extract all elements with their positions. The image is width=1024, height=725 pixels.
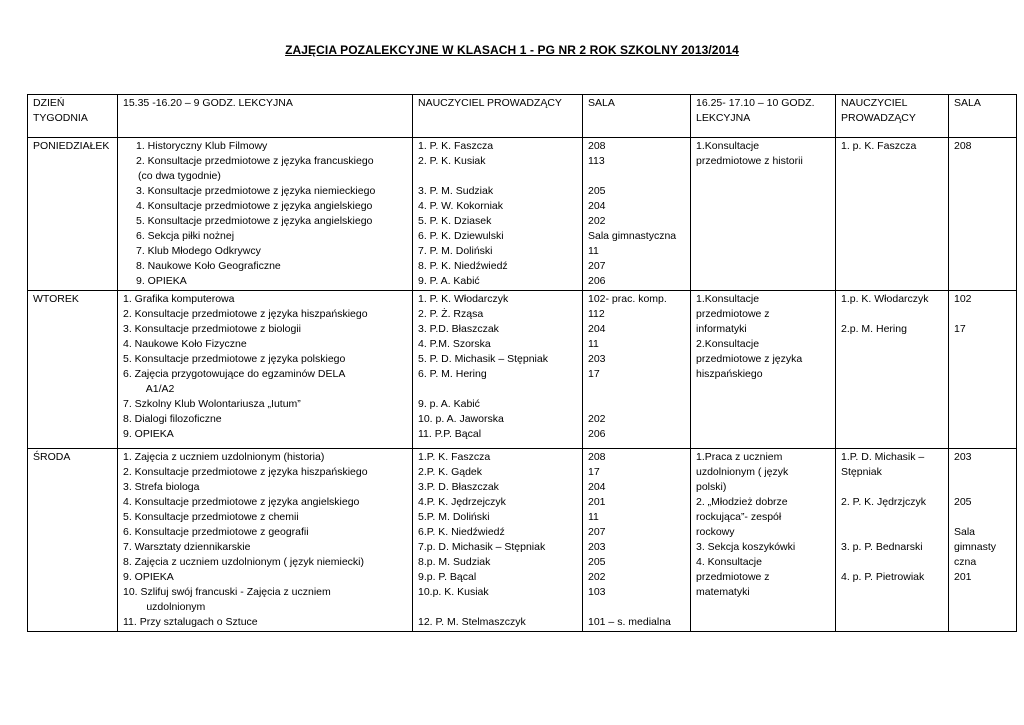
teacher-item: 4. P. W. Kokorniak bbox=[418, 200, 504, 212]
teacher-item: 1. P. K. Włodarczyk bbox=[418, 293, 509, 305]
activity2-item: przedmiotowe z historii bbox=[696, 155, 803, 167]
activities-cell bbox=[118, 138, 413, 291]
activity-item: 7. Klub Młodego Odkrywcy bbox=[136, 245, 261, 257]
teachers-cell bbox=[413, 138, 583, 291]
teacher2-item: 1. p. K. Faszcza bbox=[841, 140, 917, 152]
activity2-item: 1.Konsultacje bbox=[696, 140, 760, 152]
room2-item: czna bbox=[954, 556, 977, 568]
teacher-item bbox=[418, 600, 578, 615]
teacher-item: 5. P. D. Michasik – Stępniak bbox=[418, 353, 548, 365]
row-wednesday bbox=[28, 449, 1017, 632]
day-label: WTOREK bbox=[28, 291, 118, 449]
teacher-item bbox=[418, 382, 578, 397]
room2-item: gimnasty bbox=[954, 541, 997, 553]
activity2-item: uzdolnionym ( język bbox=[696, 466, 789, 478]
activity-item: 1. Grafika komputerowa bbox=[123, 293, 235, 305]
room-item: 208 bbox=[588, 451, 606, 463]
row-monday bbox=[28, 138, 1017, 291]
day-label: PONIEDZIAŁEK bbox=[28, 138, 118, 291]
room-item: 205 bbox=[588, 185, 606, 197]
activity-item: 10. Szlifuj swój francuski - Zajęcia z uczniem bbox=[123, 586, 331, 598]
room-item: Sala gimnastyczna bbox=[588, 230, 677, 242]
room-item: 208 bbox=[588, 140, 606, 152]
room-item bbox=[588, 169, 686, 184]
header-slot1: 15.35 -16.20 – 9 GODZ. LEKCYJNA bbox=[118, 95, 413, 138]
activity-item: 9. OPIEKA bbox=[136, 275, 187, 287]
activity-item: (co dwa tygodnie) bbox=[138, 170, 221, 182]
rooms-cell bbox=[583, 138, 691, 291]
day-label: ŚRODA bbox=[28, 449, 118, 632]
activity-item: 7. Warsztaty dziennikarskie bbox=[123, 541, 251, 553]
activity2-item: rockująca”- zespół bbox=[696, 511, 782, 523]
schedule-table bbox=[27, 94, 1017, 632]
header-teacher2: NAUCZYCIEL PROWADZĄCY bbox=[836, 95, 949, 138]
activity2-item: rockowy bbox=[696, 526, 735, 538]
activity-item: 4. Konsultacje przedmiotowe z języka angielskiego bbox=[123, 496, 360, 508]
room-item: 11 bbox=[588, 338, 599, 350]
teacher2-item bbox=[841, 510, 944, 525]
activity-item: 2. Konsultacje przedmiotowe z języka francuskiego bbox=[136, 155, 374, 167]
teacher-item: 3. P. M. Sudziak bbox=[418, 185, 494, 197]
teacher2-item: 2.p. M. Hering bbox=[841, 323, 907, 335]
activity2-item: 3. Sekcja koszykówki bbox=[696, 541, 796, 553]
teacher-item: 1. P. K. Faszcza bbox=[418, 140, 494, 152]
teacher-item: 3.P. D. Błaszczak bbox=[418, 481, 499, 493]
activity-item: 8. Zajęcia z uczniem uzdolnionym ( język niemiecki) bbox=[123, 556, 365, 568]
activity-item: 6. Zajęcia przygotowujące do egzaminów DELA bbox=[123, 368, 346, 380]
activity-item: 6. Sekcja piłki nożnej bbox=[136, 230, 235, 242]
header-room1: SALA bbox=[583, 95, 691, 138]
rooms2-cell bbox=[949, 449, 1017, 632]
activity-item: 9. OPIEKA bbox=[123, 428, 174, 440]
teacher-item: 10. p. A. Jaworska bbox=[418, 413, 504, 425]
activity-item: 1. Historyczny Klub Filmowy bbox=[136, 140, 268, 152]
room-item: 207 bbox=[588, 260, 606, 272]
teacher2-item bbox=[841, 480, 944, 495]
teacher-item: 2. P. K. Kusiak bbox=[418, 155, 486, 167]
room-item: 205 bbox=[588, 556, 606, 568]
activities-cell bbox=[118, 291, 413, 449]
activity2-item: 2. „Młodzież dobrze bbox=[696, 496, 788, 508]
row-tuesday bbox=[28, 291, 1017, 449]
teacher-item: 9. P. A. Kabić bbox=[418, 275, 480, 287]
teacher-item: 1.P. K. Faszcza bbox=[418, 451, 491, 463]
activity-item: 3. Konsultacje przedmiotowe z biologii bbox=[123, 323, 302, 335]
teachers2-cell bbox=[836, 449, 949, 632]
teacher2-item: 2. P. K. Jędrzjczyk bbox=[841, 496, 927, 508]
teacher-item: 2.P. K. Gądek bbox=[418, 466, 483, 478]
room-item: 11 bbox=[588, 511, 599, 523]
room2-item: 203 bbox=[954, 451, 972, 463]
header-room2: SALA bbox=[949, 95, 1017, 138]
room-item: 206 bbox=[588, 275, 606, 287]
activity-item: 3. Konsultacje przedmiotowe z języka niemieckiego bbox=[136, 185, 376, 197]
rooms-cell bbox=[583, 449, 691, 632]
room-item: 103 bbox=[588, 586, 606, 598]
teacher2-item bbox=[841, 555, 944, 570]
room-item: 17 bbox=[588, 466, 600, 478]
teacher2-item bbox=[841, 307, 944, 322]
teachers-cell bbox=[413, 291, 583, 449]
activity2-item: 1.Konsultacje bbox=[696, 293, 760, 305]
room2-item bbox=[954, 465, 1012, 480]
teacher2-item: 1.P. D. Michasik – bbox=[841, 451, 925, 463]
room2-item: 208 bbox=[954, 140, 972, 152]
activity2-item: matematyki bbox=[696, 586, 750, 598]
header-slot2: 16.25- 17.10 – 10 GODZ. LEKCYJNA bbox=[691, 95, 836, 138]
room2-item: 205 bbox=[954, 496, 972, 508]
activity-item: 5. Konsultacje przedmiotowe z języka polskiego bbox=[123, 353, 346, 365]
activities2-cell bbox=[691, 291, 836, 449]
teacher2-item: 4. p. P. Pietrowiak bbox=[841, 571, 925, 583]
activities2-cell bbox=[691, 138, 836, 291]
teacher-item: 8.p. M. Sudziak bbox=[418, 556, 491, 568]
room2-item bbox=[954, 480, 1012, 495]
activity-item: 3. Strefa biologa bbox=[123, 481, 200, 493]
room2-item bbox=[954, 510, 1012, 525]
activity-item: 11. Przy sztalugach o Sztuce bbox=[123, 616, 258, 628]
teacher-item: 6.P. K. Niedźwiedź bbox=[418, 526, 505, 538]
activity-item: 9. OPIEKA bbox=[123, 571, 174, 583]
teachers-cell bbox=[413, 449, 583, 632]
room-item: 204 bbox=[588, 200, 606, 212]
teacher-item: 12. P. M. Stelmaszczyk bbox=[418, 616, 526, 628]
activity-item: 1. Zajęcia z uczniem uzdolnionym (historia) bbox=[123, 451, 325, 463]
activity2-item: polski) bbox=[696, 481, 727, 493]
activity-item: 5. Konsultacje przedmiotowe z chemii bbox=[123, 511, 299, 523]
teacher2-item: 3. p. P. Bednarski bbox=[841, 541, 923, 553]
room-item: 112 bbox=[588, 308, 605, 320]
activities-cell bbox=[118, 449, 413, 632]
room-item: 203 bbox=[588, 353, 606, 365]
activity-item: 4. Naukowe Koło Fizyczne bbox=[123, 338, 247, 350]
teacher-item: 11. P.P. Bącal bbox=[418, 428, 482, 440]
teacher-item: 4. P.M. Szorska bbox=[418, 338, 491, 350]
teacher-item: 5.P. M. Doliński bbox=[418, 511, 490, 523]
activity-item: A1/A2 bbox=[123, 383, 175, 395]
activity2-item: 2.Konsultacje bbox=[696, 338, 760, 350]
room-item: 202 bbox=[588, 571, 606, 583]
activity2-item: informatyki bbox=[696, 323, 747, 335]
activity2-item: 1.Praca z uczniem bbox=[696, 451, 783, 463]
room2-item bbox=[954, 307, 1012, 322]
teacher2-item: 1.p. K. Włodarczyk bbox=[841, 293, 929, 305]
teacher-item: 4.P. K. Jędrzejczyk bbox=[418, 496, 506, 508]
activity-item: uzdolnionym bbox=[123, 601, 206, 613]
teacher-item bbox=[418, 169, 578, 184]
header-day: DZIEŃ TYGODNIA bbox=[28, 95, 118, 138]
activity-item: 8. Dialogi filozoficzne bbox=[123, 413, 222, 425]
teacher-item: 7. P. M. Doliński bbox=[418, 245, 493, 257]
room-item: 202 bbox=[588, 215, 606, 227]
teacher-item: 6. P. K. Dziewulski bbox=[418, 230, 504, 242]
room-item: 203 bbox=[588, 541, 606, 553]
teacher-item: 10.p. K. Kusiak bbox=[418, 586, 489, 598]
teacher-item: 7.p. D. Michasik – Stępniak bbox=[418, 541, 546, 553]
page-title: ZAJĘCIA POZALEKCYJNE W KLASACH 1 - PG NR 2 ROK SZKOLNY 2013/2014 bbox=[285, 43, 739, 57]
activity-item: 6. Konsultacje przedmiotowe z geografii bbox=[123, 526, 309, 538]
room-item: 201 bbox=[588, 496, 606, 508]
rooms-cell bbox=[583, 291, 691, 449]
activity2-item: przedmiotowe z bbox=[696, 308, 770, 320]
teacher-item: 3. P.D. Błaszczak bbox=[418, 323, 499, 335]
teacher-item: 8. P. K. Niedźwiedź bbox=[418, 260, 508, 272]
room-item: 202 bbox=[588, 413, 606, 425]
header-teacher1: NAUCZYCIEL PROWADZĄCY bbox=[413, 95, 583, 138]
teacher-item: 2. P. Ż. Rząsa bbox=[418, 308, 484, 320]
room2-item: 201 bbox=[954, 571, 972, 583]
room-item bbox=[588, 382, 686, 397]
room-item: 206 bbox=[588, 428, 606, 440]
room-item: 102- prac. komp. bbox=[588, 293, 667, 305]
header-row bbox=[28, 95, 1017, 138]
activity-item: 4. Konsultacje przedmiotowe z języka angielskiego bbox=[136, 200, 373, 212]
room2-item: 17 bbox=[954, 323, 966, 335]
room-item: 17 bbox=[588, 368, 600, 380]
room-item: 101 – s. medialna bbox=[588, 616, 671, 628]
room2-item: 102 bbox=[954, 293, 972, 305]
teacher-item: 5. P. K. Dziasek bbox=[418, 215, 492, 227]
activity2-item: 4. Konsultacje bbox=[696, 556, 762, 568]
room-item: 207 bbox=[588, 526, 606, 538]
teacher-item: 9.p. P. Bącal bbox=[418, 571, 477, 583]
teachers2-cell bbox=[836, 291, 949, 449]
room2-item: Sala bbox=[954, 526, 976, 538]
activity-item: 5. Konsultacje przedmiotowe z języka angielskiego bbox=[136, 215, 373, 227]
room-item: 113 bbox=[588, 155, 605, 167]
teachers2-cell bbox=[836, 138, 949, 291]
room-item: 204 bbox=[588, 323, 606, 335]
activity-item: 2. Konsultacje przedmiotowe z języka hiszpańskiego bbox=[123, 466, 368, 478]
room-item bbox=[588, 600, 686, 615]
teacher-item: 6. P. M. Hering bbox=[418, 368, 487, 380]
teacher2-item: Stępniak bbox=[841, 466, 882, 478]
room-item: 11 bbox=[588, 245, 599, 257]
teacher-item: 9. p. A. Kabić bbox=[418, 398, 480, 410]
activity-item: 2. Konsultacje przedmiotowe z języka hiszpańskiego bbox=[123, 308, 368, 320]
rooms2-cell bbox=[949, 138, 1017, 291]
room-item bbox=[588, 397, 686, 412]
activity-item: 7. Szkolny Klub Wolontariusza „Iutum” bbox=[123, 398, 301, 410]
activity-item: 8. Naukowe Koło Geograficzne bbox=[136, 260, 281, 272]
teacher2-item bbox=[841, 525, 944, 540]
activity2-item: hiszpańskiego bbox=[696, 368, 763, 380]
activity2-item: przedmiotowe z języka bbox=[696, 353, 803, 365]
room-item: 204 bbox=[588, 481, 606, 493]
activities2-cell bbox=[691, 449, 836, 632]
activity2-item: przedmiotowe z bbox=[696, 571, 770, 583]
rooms2-cell bbox=[949, 291, 1017, 449]
